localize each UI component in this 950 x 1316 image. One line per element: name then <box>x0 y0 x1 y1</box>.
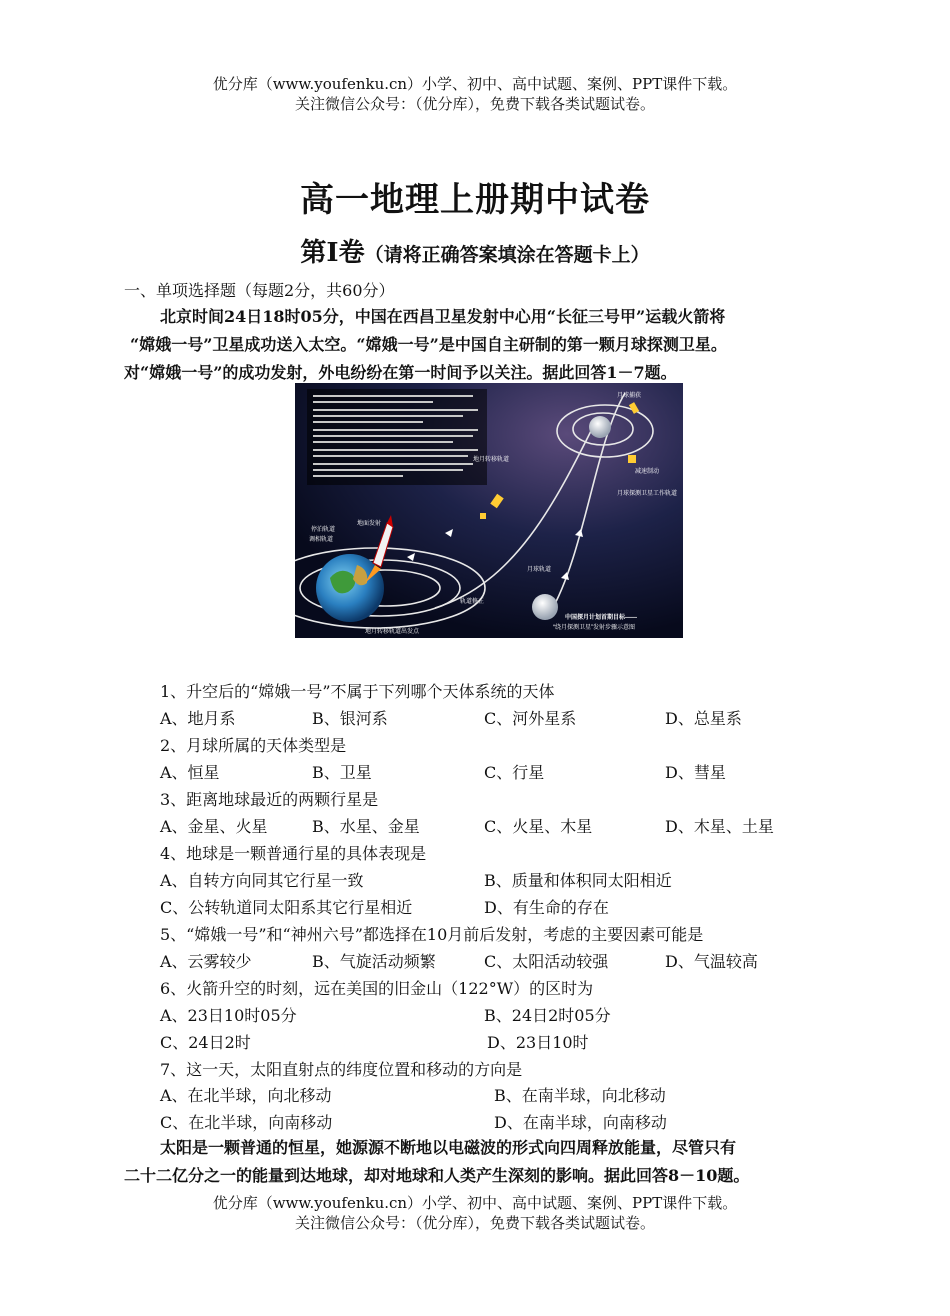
diagram-svg <box>295 383 683 638</box>
question-5: 5、“嫦娥一号”和“神州六号”都选择在10月前后发射，考虑的主要因素可能是 <box>160 925 704 944</box>
caption-line-1: 中国探月计划首期目标—— <box>565 615 638 621</box>
footer-line-1: 优分库（www.youfenku.cn）小学、初中、高中试题、案例、PPT课件下载。 <box>212 1194 738 1212</box>
q5-option-b: B、气旋活动频繁 <box>312 952 436 971</box>
intro-2-line-1: 太阳是一颗普通的恒星，她源源不断地以电磁波的形式向四周释放能量，尽管只有 <box>160 1138 737 1157</box>
label-correction: 轨道修正 <box>460 599 485 605</box>
label-phasing-orbit: 调相轨道 <box>309 537 334 543</box>
intro-1-line-3: 对“嫦娥一号”的成功发射，外电纷纷在第一时间予以关注。据此回答1－7题。 <box>124 363 677 382</box>
q6-option-a: A、23日10时05分 <box>160 1006 297 1025</box>
label-work-orbit: 月球探测卫星工作轨道 <box>617 491 678 497</box>
q4-option-a: A、自转方向同其它行星一致 <box>160 871 364 890</box>
q6-option-c: C、24日2时 <box>160 1033 251 1052</box>
q2-option-d: D、彗星 <box>665 763 726 782</box>
q2-option-c: C、行星 <box>484 763 545 782</box>
question-4: 4、地球是一颗普通行星的具体表现是 <box>160 844 427 863</box>
q7-option-a: A、在北半球，向北移动 <box>160 1086 332 1105</box>
page-subtitle <box>0 232 950 269</box>
q3-option-a: A、金星、火星 <box>160 817 268 836</box>
label-moon-orbit: 月球轨道 <box>527 567 552 573</box>
intro-paragraph-1 <box>124 303 834 387</box>
intro-1-line-2: “嫦娥一号”卫星成功送入太空。“嫦娥一号”是中国自主研制的第一颗月球探测卫星。 <box>130 335 727 354</box>
subtitle-main: 第Ⅰ卷 <box>300 238 365 268</box>
intro-1-line-1: 北京时间24日18时05分，中国在西昌卫星发射中心用“长征三号甲”运载火箭将 <box>160 307 726 326</box>
q7-option-d: D、在南半球，向南移动 <box>494 1113 667 1132</box>
q4-option-c: C、公转轨道同太阳系其它行星相近 <box>160 898 413 917</box>
q4-option-b: B、质量和体积同太阳相近 <box>484 871 672 890</box>
label-brake: 减速制动 <box>635 469 660 475</box>
q3-option-c: C、火星、木星 <box>484 817 593 836</box>
question-7: 7、这一天，太阳直射点的纬度位置和移动的方向是 <box>160 1060 523 1079</box>
q7-option-c: C、在北半球，向南移动 <box>160 1113 333 1132</box>
q1-option-c: C、河外星系 <box>484 709 577 728</box>
moon-top <box>589 416 611 438</box>
label-capture: 月球捕获 <box>617 393 642 399</box>
subtitle-note: （请将正确答案填涂在答题卡上） <box>364 244 650 266</box>
intro-paragraph-2 <box>124 1134 834 1190</box>
q5-option-a: A、云雾较少 <box>160 952 252 971</box>
label-transfer-orbit: 地月转移轨道 <box>473 457 510 463</box>
q5-option-d: D、气温较高 <box>665 952 758 971</box>
intro-2-line-2: 二十二亿分之一的能量到达地球，却对地球和人类产生深刻的影响。据此回答8－10题。 <box>124 1166 750 1185</box>
q1-option-d: D、总星系 <box>665 709 742 728</box>
question-3: 3、距离地球最近的两颗行星是 <box>160 790 379 809</box>
q6-option-b: B、24日2时05分 <box>484 1006 611 1025</box>
q7-option-b: B、在南半球，向北移动 <box>494 1086 666 1105</box>
q2-option-a: A、恒星 <box>160 763 220 782</box>
section-heading: 一、单项选择题（每题2分，共60分） <box>124 281 395 300</box>
q1-option-b: B、银河系 <box>312 709 388 728</box>
q4-option-d: D、有生命的存在 <box>484 898 609 917</box>
label-parking-orbit: 停泊轨道 <box>311 527 336 533</box>
question-2: 2、月球所属的天体类型是 <box>160 736 347 755</box>
moon-bottom <box>532 594 558 620</box>
header-line-1: 优分库（www.youfenku.cn）小学、初中、高中试题、案例、PPT课件下载。 <box>212 75 738 93</box>
q5-option-c: C、太阳活动较强 <box>484 952 609 971</box>
footer-line-2: 关注微信公众号：（优分库），免费下载各类试题试卷。 <box>294 1214 655 1232</box>
label-ground-launch: 地面发射 <box>357 521 382 527</box>
page-title: 高一地理上册期中试卷 <box>300 180 650 220</box>
q6-option-d: D、23日10时 <box>487 1033 589 1052</box>
question-6: 6、火箭升空的时刻，远在美国的旧金山（122°W）的区时为 <box>160 979 594 998</box>
header-line-2: 关注微信公众号：（优分库），免费下载各类试题试卷。 <box>294 95 655 113</box>
chang-e-launch-diagram <box>295 383 683 638</box>
q3-option-b: B、水星、金星 <box>312 817 420 836</box>
q1-option-a: A、地月系 <box>160 709 236 728</box>
q2-option-b: B、卫星 <box>312 763 372 782</box>
q3-option-d: D、木星、土星 <box>665 817 774 836</box>
label-departure-point: 地月转移轨道出发点 <box>365 629 420 635</box>
question-1: 1、升空后的“嫦娥一号”不属于下列哪个天体系统的天体 <box>160 682 555 701</box>
caption-line-2: “绕月探测卫星”发射步骤示意图 <box>553 625 635 631</box>
